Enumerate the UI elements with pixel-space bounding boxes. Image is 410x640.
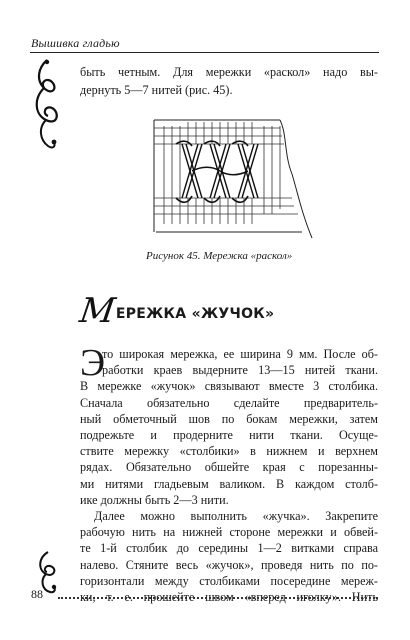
- text-line: ный обметочный шов по бокам мережки, затем: [80, 411, 378, 426]
- text-line: ки, т. е. прошейте швом «вперед иголку». Нить: [80, 590, 378, 605]
- body-text: [80, 342, 378, 605]
- text-line: подрежьте и продерните нити ткани. Осуще-: [80, 428, 378, 443]
- text-line: рабочую нить на нижней стороне мережки и обвей-: [80, 525, 378, 540]
- text-line: ике должны быть 2—3 нити.: [80, 492, 229, 507]
- footer-dotted-rule: [58, 597, 378, 599]
- text-line: ми нитями гладьевым валиком. В каждом столб-: [80, 476, 378, 491]
- heading-title: ЕРЕЖКА «ЖУЧОК»: [115, 306, 275, 322]
- section-heading: [77, 288, 275, 331]
- stitch-diagram-icon: [152, 114, 317, 242]
- drop-cap: Э: [80, 342, 106, 384]
- scroll-ornament-icon: [30, 58, 64, 152]
- text-line: работки краев выдерните 13—15 нитей ткани.: [102, 363, 378, 378]
- heading-initial: М: [77, 291, 118, 331]
- text-line: ствите мережку «столбики» в нижнем и верхнем: [80, 444, 378, 459]
- text-line: Далее можно выполнить «жучка». Закрепите: [94, 509, 378, 524]
- continued-paragraph: [80, 63, 378, 99]
- figure-caption: Рисунок 45. Мережка «раскол»: [146, 250, 293, 262]
- text-line: рядах. Обязательно обшейте края с порезанны-: [80, 460, 378, 475]
- running-head: Вышивка гладью: [31, 36, 120, 50]
- text-line: то широкая мережка, ее ширина 9 мм. После об-: [102, 347, 378, 361]
- text-line: дернуть 5—7 нитей (рис. 45).: [80, 83, 233, 97]
- text-line: В мережке «жучок» связывают вместе 3 столбика.: [80, 379, 378, 394]
- page-number: 88: [31, 587, 43, 601]
- text-line: горизонтали между столбиками посередине мереж-: [80, 573, 378, 588]
- header-rule: [30, 52, 379, 53]
- text-line: налево. Стяните весь «жучок», проведя нить по по-: [80, 557, 378, 572]
- text-line: быть четным. Для мережки «раскол» надо вы-: [80, 65, 378, 79]
- text-line: Сначала обязательно сделайте предваритель-: [80, 395, 378, 410]
- text-line: те 1-й столбик до середины 1—2 витками справа: [80, 541, 378, 556]
